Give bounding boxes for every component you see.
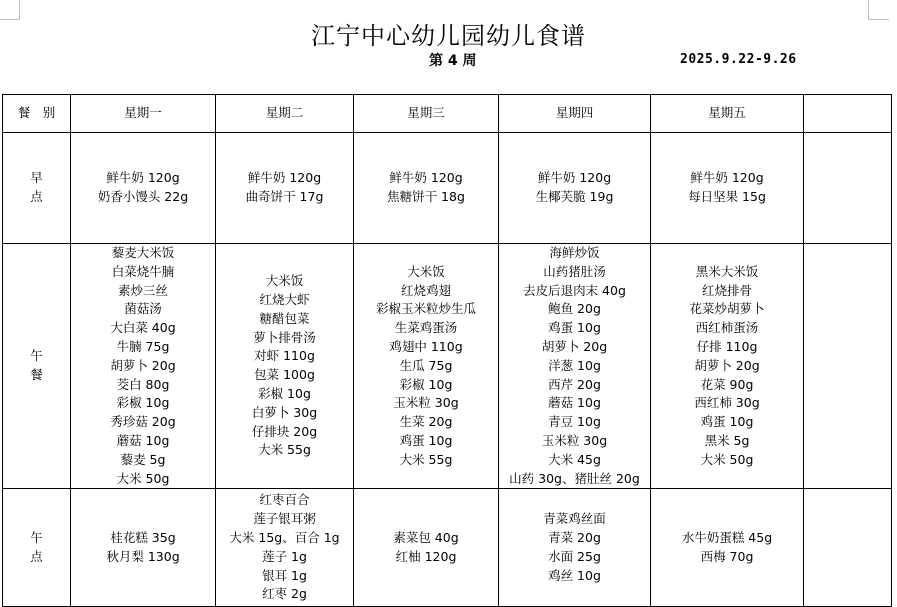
menu-item: 鲜牛奶 120g [389,170,463,186]
menu-cell [804,489,892,607]
menu-item: 鲜牛奶 120g [537,170,612,186]
meal-label-char: 午 [30,530,43,546]
menu-item: 彩椒 10g [116,395,170,411]
menu-cell [499,489,651,607]
menu-cell [354,489,499,607]
menu-item: 黑米大米饭 [695,263,759,279]
menu-item: 大米 55g [399,451,453,467]
menu-item: 胡萝卜 20g [694,357,760,373]
meal-label [3,244,71,489]
menu-item: 鲜牛奶 120g [247,170,322,186]
menu-item: 藜麦大米饭 [111,245,175,260]
menu-item: 彩椒 10g [258,385,311,401]
page-title: 江宁中心幼儿园幼儿食谱 [311,22,586,50]
menu-item: 素菜包 40g [393,530,459,546]
meal-label-char: 午 [30,348,43,364]
menu-item: 茭白 80g [116,376,170,392]
day-header [804,95,892,133]
day-header: 星期五 [651,95,804,133]
menu-item: 玉米粒 30g [393,395,459,411]
meal-label-char: 早 [30,170,43,186]
menu-item: 藜麦 5g [120,451,166,467]
menu-cell [354,244,499,489]
menu-cell [354,133,499,244]
meal-label [3,489,71,607]
menu-item: 莲子 1g [262,548,307,564]
menu-item: 大米 55g [258,442,311,458]
menu-item: 胡萝卜 20g [541,338,608,354]
menu-item: 大米饭 [407,263,445,279]
menu-item: 白萝卜 30g [251,404,318,420]
menu-item: 鸡蛋 10g [700,414,754,430]
menu-item: 鲜牛奶 120g [106,170,180,186]
meal-label [3,133,71,244]
meal-row [3,489,892,607]
menu-item: 秀珍菇 20g [110,414,176,430]
menu-item: 大白菜 40g [110,320,176,336]
menu-item: 曲奇饼干 17g [245,189,324,204]
menu-item: 生菜鸡蛋汤 [394,320,458,336]
menu-item: 青豆 10g [548,414,601,430]
menu-item: 大米 50g [116,470,170,486]
menu-item: 生椰芙脆 19g [535,189,614,204]
menu-item: 红烧鸡翅 [400,282,451,298]
menu-item: 大米 45g [548,451,601,467]
header-row [3,95,892,133]
menu-cell [804,133,892,244]
menu-item: 洋葱 10g [548,357,601,373]
menu-item: 鸡蛋 10g [548,320,601,336]
day-header: 星期二 [216,95,354,133]
menu-item: 青菜 20g [548,530,601,546]
menu-item: 山药猪肚汤 [543,263,606,279]
menu-item: 素炒三丝 [117,282,168,298]
menu-item: 大米饭 [265,273,304,289]
menu-cell [651,489,804,607]
menu-item: 红烧大虾 [259,291,310,307]
menu-item: 对虾 110g [254,348,315,364]
menu-item: 红枣百合 [259,492,310,508]
menu-item: 水牛奶蛋糕 45g [681,530,773,546]
day-header: 星期四 [499,95,651,133]
meal-row [3,244,892,489]
menu-item: 生菜 20g [399,414,453,430]
menu-item: 奶香小馒头 22g [97,189,189,204]
menu-item: 仔排 110g [696,338,758,354]
menu-item: 花菜 90g [700,376,754,392]
menu-item: 萝卜排骨汤 [253,329,316,345]
day-header: 星期一 [71,95,216,133]
menu-item: 蘑菇 10g [116,432,170,448]
menu-item: 每日坚果 15g [688,189,766,204]
date-range: 2025.9.22-9.26 [680,52,797,67]
menu-item: 西梅 70g [700,548,754,564]
menu-item: 蘑菇 10g [548,395,601,411]
menu-item: 红枣 2g [262,586,307,602]
meal-label-char: 餐 [30,367,43,383]
menu-item: 彩椒 10g [399,376,453,392]
menu-item: 牛腩 75g [116,338,170,354]
menu-cell [71,133,216,244]
menu-item: 焦糖饼干 18g [387,189,465,204]
menu-table [2,94,892,607]
menu-item: 西红柿 30g [694,395,760,411]
menu-item: 莲子银耳粥 [253,511,316,527]
menu-item: 鸡翅中 110g [389,338,463,354]
menu-item: 仔排块 20g [251,423,318,439]
menu-item: 玉米粒 30g [541,432,608,448]
menu-item: 水面 25g [548,548,601,564]
menu-item: 鸡蛋 10g [399,432,453,448]
week-label: 第 4 周 [429,53,477,69]
menu-cell [71,489,216,607]
menu-item: 桂花糕 35g [110,530,176,546]
menu-cell [651,133,804,244]
meal-row [3,133,892,244]
menu-item: 黑米 5g [704,432,750,448]
menu-item: 花菜炒胡萝卜 [689,301,765,317]
menu-cell [71,244,216,489]
menu-item: 山药 30g、猪肚丝 20g [509,470,640,486]
menu-item: 包菜 100g [254,367,315,383]
menu-item: 大米 15g、百合 1g [229,530,340,546]
menu-item: 西红柿蛋汤 [695,320,759,336]
meal-label-char: 点 [30,548,43,564]
menu-item: 彩椒玉米粒炒生瓜 [375,301,476,317]
menu-item: 青菜鸡丝面 [543,511,606,527]
menu-cell [651,244,804,489]
menu-cell [216,489,354,607]
corner-header: 餐 别 [3,95,71,133]
menu-item: 红烧排骨 [701,282,752,298]
menu-item: 鲍鱼 20g [548,301,601,317]
menu-item: 糖醋包菜 [259,310,310,326]
menu-item: 生瓜 75g [399,357,453,373]
menu-cell [216,133,354,244]
day-header: 星期三 [354,95,499,133]
menu-item: 海鲜炒饭 [549,245,600,260]
meal-label-char: 点 [30,189,43,204]
menu-cell [216,244,354,489]
menu-item: 鲜牛奶 120g [690,170,764,186]
menu-item: 胡萝卜 20g [110,357,176,373]
menu-item: 鸡丝 10g [548,567,601,583]
menu-item: 白菜烧牛腩 [111,263,175,279]
menu-item: 西芹 20g [548,376,601,392]
menu-item: 菌菇汤 [124,301,162,317]
menu-item: 大米 50g [700,451,754,467]
menu-cell [804,244,892,489]
menu-cell [499,133,651,244]
menu-item: 去皮后退肉末 40g [523,282,626,298]
menu-item: 银耳 1g [262,567,307,583]
menu-item: 红柚 120g [395,548,457,564]
menu-item: 秋月梨 130g [106,548,180,564]
menu-cell [499,244,651,489]
